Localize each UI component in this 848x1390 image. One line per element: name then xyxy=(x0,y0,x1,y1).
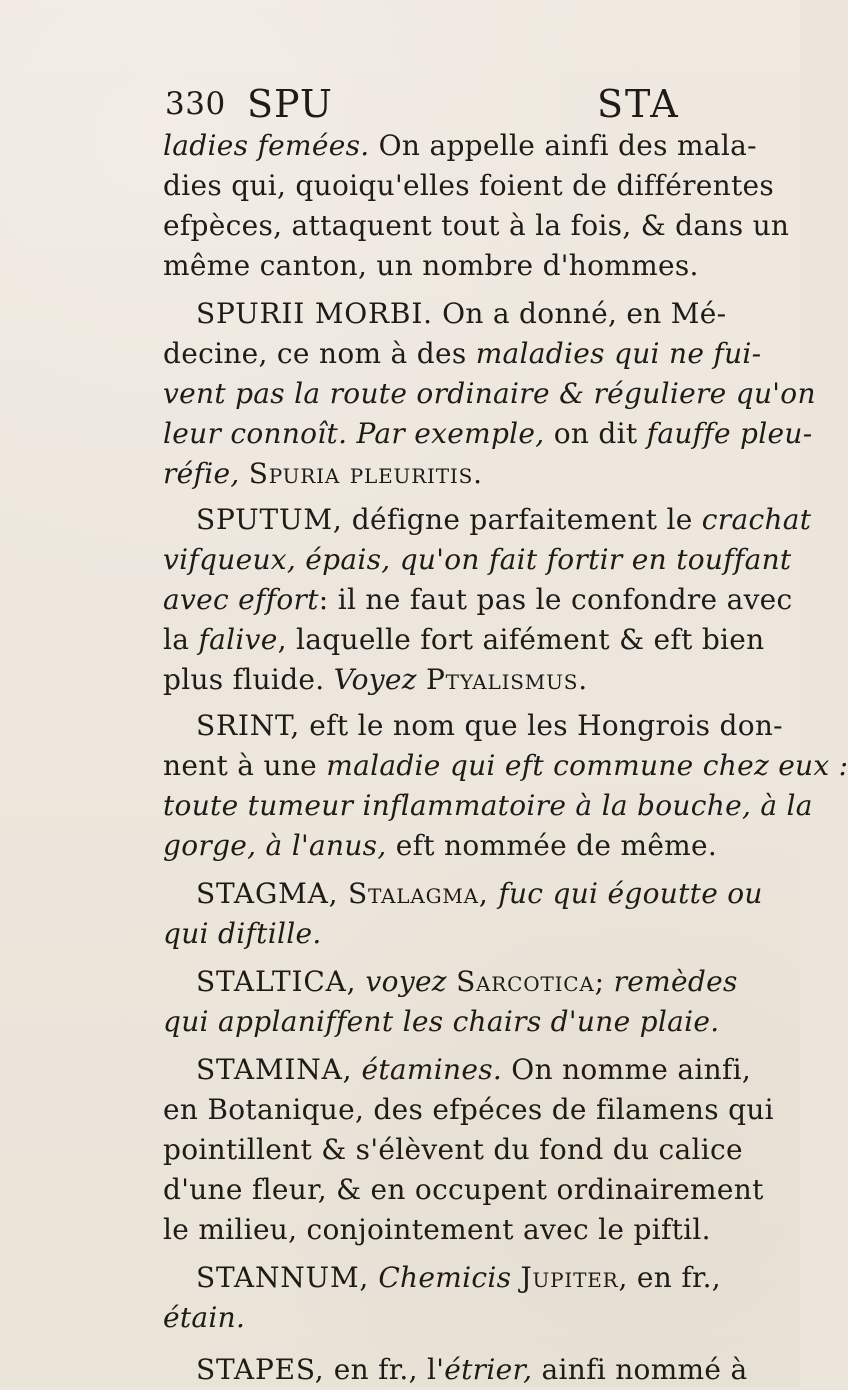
text-line: en Botanique, des efpéces de filamens qui xyxy=(163,1093,774,1126)
entry-stagma xyxy=(163,874,773,914)
text-line: le milieu, conjointement avec le piftil. xyxy=(163,1213,711,1246)
page-header xyxy=(165,82,685,126)
entry-spurii-morbi xyxy=(163,294,773,334)
text-fragment: eft nommée de même. xyxy=(395,829,718,862)
text-line xyxy=(163,660,773,700)
text-line: efpèces, attaquent tout à la fois, & dans un xyxy=(163,209,790,242)
text-line xyxy=(163,580,793,620)
page-number: 330 xyxy=(165,86,226,122)
text-fragment: défigne parfaitement le xyxy=(342,503,702,536)
italic-phrase: gorge, à l'anus, xyxy=(163,829,396,862)
right-running-head: STA xyxy=(597,82,680,126)
entry-staltica xyxy=(163,962,773,1002)
italic-phrase: maladies qui ne fui- xyxy=(475,337,762,370)
entry-srint xyxy=(163,706,783,746)
text-fragment: : il ne faut pas le confondre avec xyxy=(318,583,793,616)
entry-stannum xyxy=(163,1258,773,1298)
text-line xyxy=(163,746,848,786)
text-fragment: On appelle ainfi des mala- xyxy=(369,129,757,162)
text-fragment: , laquelle fort aifément & eft bien xyxy=(277,623,765,656)
text-line: étain. xyxy=(163,1301,246,1334)
entry-stamina xyxy=(163,1050,773,1090)
text-line: d'une fleur, & en occupent ordinairement xyxy=(163,1173,764,1206)
entry-sputum xyxy=(163,500,812,540)
text-line: pointillent & s'élèvent du fond du calice xyxy=(163,1133,743,1166)
small-caps-phrase: Spuria pleuritis. xyxy=(248,457,483,490)
text-line: vent pas la route ordinaire & réguliere qu'on xyxy=(163,377,816,410)
entry-headword: STAPES, xyxy=(196,1353,325,1386)
text-line xyxy=(163,620,773,660)
entry-headword: STAMINA, xyxy=(196,1053,353,1086)
italic-phrase: voyez xyxy=(356,965,457,998)
italic-phrase: crachat xyxy=(701,503,812,536)
italic-phrase: fuc qui égoutte ou xyxy=(498,877,763,910)
text-line xyxy=(163,826,773,866)
left-running-head: SPU xyxy=(247,82,333,126)
small-caps-phrase: Stalagma, xyxy=(338,877,499,910)
text-fragment: ainfi nommé à xyxy=(541,1353,748,1386)
text-fragment: en fr., l' xyxy=(324,1353,445,1386)
italic-phrase: remèdes xyxy=(613,965,738,998)
small-caps-phrase: Jupiter xyxy=(520,1261,619,1294)
text-line xyxy=(163,414,813,454)
text-fragment: eft le nom que les Hongrois don- xyxy=(300,709,783,742)
italic-phrase: étrier xyxy=(444,1353,524,1386)
text-fragment: plus fluide. xyxy=(163,663,334,696)
text-line: qui diftille. xyxy=(163,917,322,950)
text-fragment: On a donné, en Mé- xyxy=(432,297,727,330)
text-fragment: decine, ce nom à des xyxy=(163,337,476,370)
text-fragment: on dit xyxy=(553,417,647,450)
page-text xyxy=(163,126,848,1390)
italic-phrase: falive xyxy=(198,623,278,656)
italic-phrase: leur connoît. Par exemple, xyxy=(163,417,554,450)
entry-headword: SPUTUM, xyxy=(196,503,343,536)
text-line xyxy=(163,454,773,494)
text-line: vifqueux, épais, qu'on fait fortir en touffant xyxy=(163,543,792,576)
entry-headword: STANNUM, xyxy=(196,1261,370,1294)
text-fragment: nent à une xyxy=(163,749,327,782)
text-fragment: , en fr., xyxy=(618,1261,721,1294)
text-line xyxy=(163,334,773,374)
italic-phrase: Voyez xyxy=(333,663,427,696)
entry-headword: STAGMA, xyxy=(196,877,339,910)
text-line: même canton, un nombre d'hommes. xyxy=(163,249,699,282)
entry-headword: SRINT, xyxy=(196,709,301,742)
text-fragment: la xyxy=(163,623,199,656)
italic-phrase: réfie, xyxy=(163,457,249,490)
entry-stapes xyxy=(163,1350,773,1390)
text-fragment: ; xyxy=(594,965,614,998)
italic-phrase: , xyxy=(523,1353,542,1386)
italic-phrase: fauffe pleu- xyxy=(646,417,813,450)
italic-phrase: Chemicis xyxy=(369,1261,521,1294)
small-caps-phrase: Ptyalismus. xyxy=(426,663,588,696)
text-line: qui applaniffent les chairs d'une plaie. xyxy=(163,1005,720,1038)
text-fragment: On nomme ainfi, xyxy=(502,1053,752,1086)
italic-phrase: étamines. xyxy=(352,1053,503,1086)
text-line: dies qui, quoiqu'elles foient de différentes xyxy=(163,169,775,202)
text-line xyxy=(163,126,773,166)
italic-phrase: avec effort xyxy=(163,583,319,616)
small-caps-phrase: Sarcotica xyxy=(456,965,595,998)
entry-headword: STALTICA, xyxy=(196,965,357,998)
entry-headword: SPURII MORBI. xyxy=(196,297,433,330)
text-line: toute tumeur inflammatoire à la bouche, à la xyxy=(163,789,813,822)
italic-phrase: ladies femées. xyxy=(163,129,370,162)
italic-phrase: maladie qui eft commune chez eux : xyxy=(326,749,848,782)
